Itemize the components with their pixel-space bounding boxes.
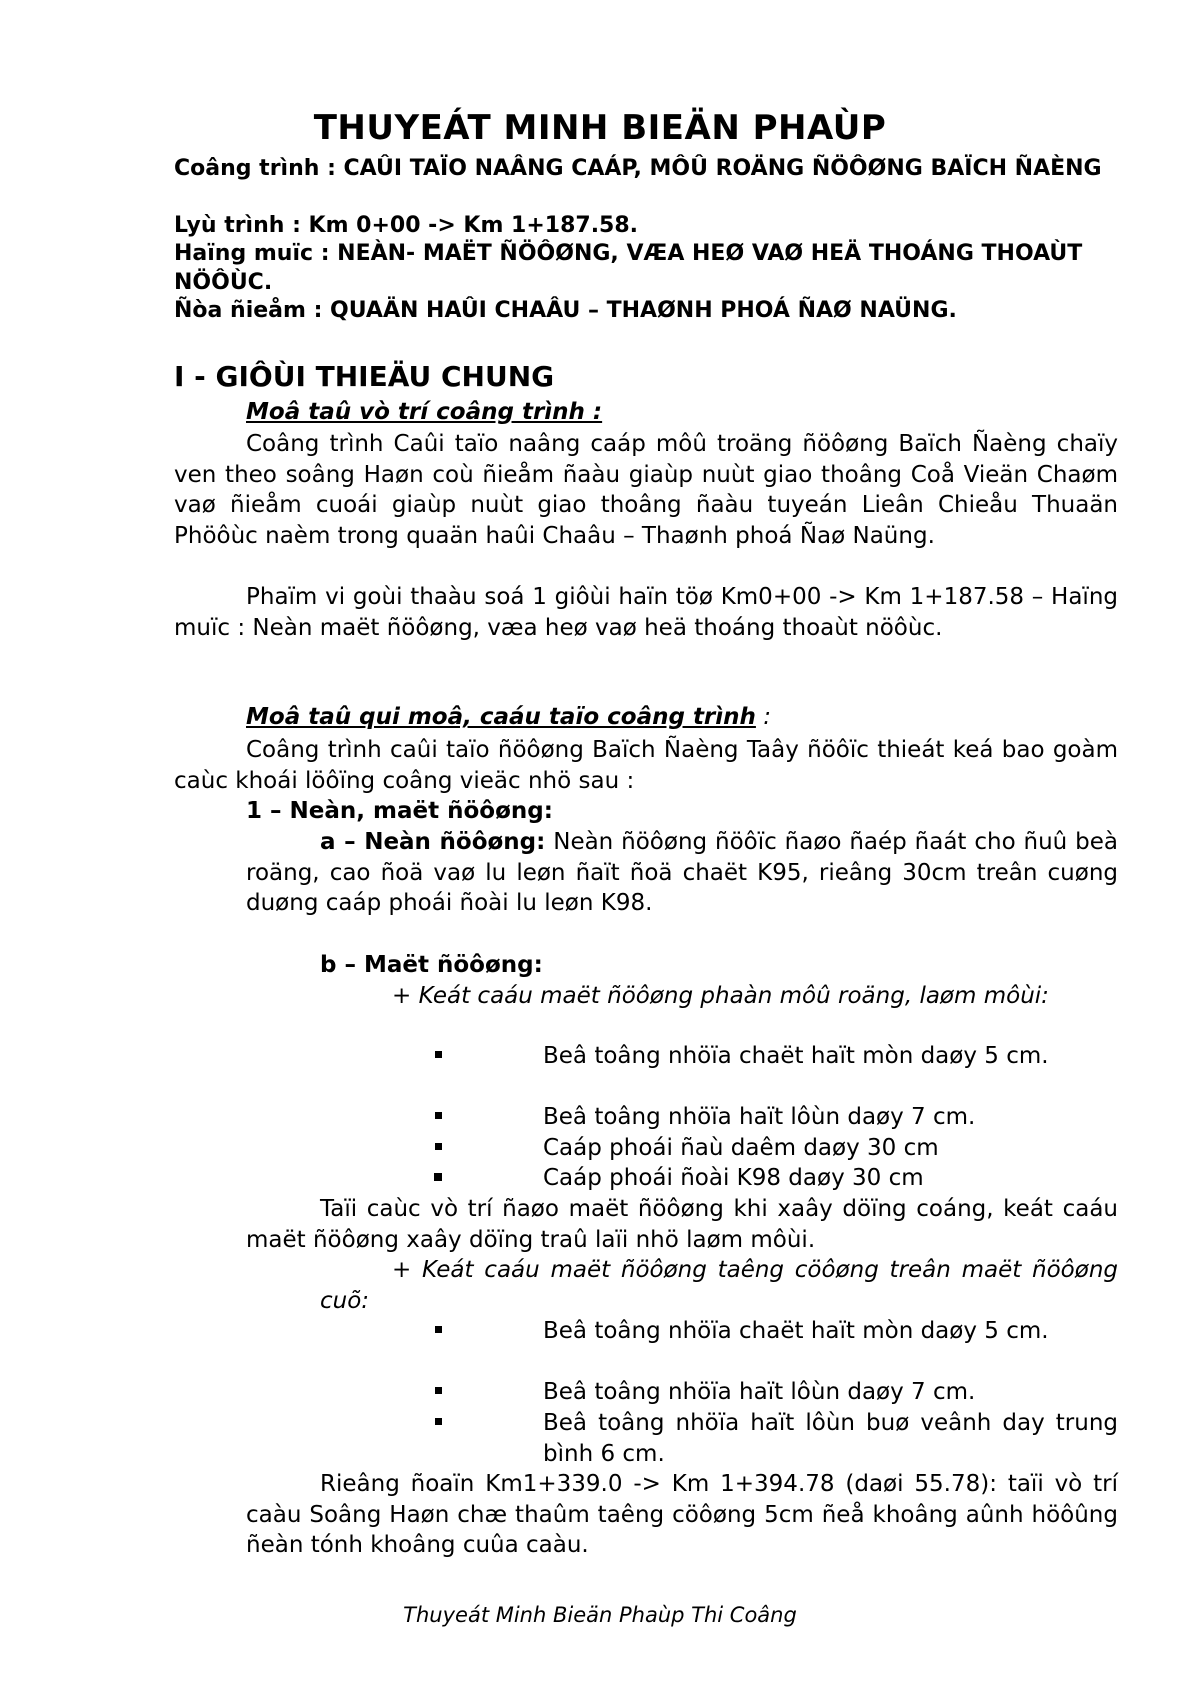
list-item: Beâ toâng nhöïa chaët haït mòn daøy 5 cm. xyxy=(543,1043,1049,1069)
subheading-structure: Moâ taû qui moâ, caáu taïo coâng trình xyxy=(246,704,756,730)
paragraph-rebuild: Taïi caùc vò trí ñaøo maët ñöôøng khi xaây döïng coáng, keát caáu maët ñöôøng xaây döïng traû laïi nhö laøm môùi. xyxy=(246,1196,1118,1253)
bullet-square-icon xyxy=(435,1326,442,1333)
subheading-structure-tail: : xyxy=(755,704,771,730)
subheading-location: Moâ taû vò trí coâng trình : xyxy=(246,399,603,425)
item-1-heading: 1 – Neàn, maët ñöôøng: xyxy=(246,798,553,824)
list-item: Beâ toâng nhöïa haït lôùn buø veânh day trung bình 6 cm. xyxy=(543,1410,1118,1467)
bullet-square-icon xyxy=(435,1418,442,1425)
page-footer: Thuyeát Minh Bieän Phaùp Thi Coâng xyxy=(403,1603,797,1627)
subheading-structure-wrap xyxy=(246,704,771,730)
list-item: Beâ toâng nhöïa chaët haït mòn daøy 5 cm. xyxy=(543,1318,1049,1344)
list-item: Caáp phoái ñaù daêm daøy 30 cm xyxy=(543,1135,939,1161)
project-name: Coâng trình : CAÛI TAÏO NAÂNG CAÁP, MÔÛ ROÄNG ÑÖÔØNG BAÏCH ÑAÈNG xyxy=(174,156,1102,181)
item-a-paragraph xyxy=(246,827,1118,919)
item-a-text: Neàn ñöôøng ñöôïc ñaøo ñaép ñaát cho ñuû beà roäng, cao ñoä vaø lu leøn ñaït ñoä chaët K95, rieâng 30cm treân cuøng duøng caáp phoái ñoài lu leøn K98. xyxy=(246,829,1118,916)
list-item: Beâ toâng nhöïa haït lôùn daøy 7 cm. xyxy=(543,1379,976,1405)
item-b-heading: b – Maët ñöôøng: xyxy=(320,952,543,978)
structure-overlay-title: + Keát caáu maët ñöôøng taêng cöôøng treân maët ñöôøng cuõ: xyxy=(320,1257,1118,1314)
work-items: Haïng muïc : NEÀN- MAËT ÑÖÔØNG, VÆA HEØ VAØ HEÄ THOÁNG THOAÙT NÖÔÙC. xyxy=(174,241,1083,295)
paragraph-bridge: Rieâng ñoaïn Km1+339.0 -> Km 1+394.78 (daøi 55.78): taïi vò trí caàu Soâng Haøn chæ thaûm taêng cöôøng 5cm ñeå khoâng aûnh höôûng ñeàn tónh khoâng cuûa caàu. xyxy=(246,1471,1118,1558)
paragraph-scope: Phaïm vi goùi thaàu soá 1 giôùi haïn töø Km0+00 -> Km 1+187.58 – Haïng muïc : Neàn maët ñöôøng, væa heø vaø heä thoáng thoaùt nöôùc. xyxy=(174,584,1118,641)
section-heading: I - GIÔÙI THIEÄU CHUNG xyxy=(174,360,555,393)
bullet-square-icon xyxy=(435,1143,442,1150)
paragraph-location: Coâng trình Caûi taïo naâng caáp môû troäng ñöôøng Baïch Ñaèng chaïy ven theo soâng Haøn coù ñieåm ñaàu giaùp nuùt giao thoâng Coå Vieän Chaøm vaø ñieåm cuoái giaùp nuùt giao thoâng ñaàu tuyeán Lieân Chieåu Thuaän Phöôùc naèm trong quaän haûi Chaâu – Thaønh phoá Ñaø Naüng. xyxy=(174,431,1118,549)
document-title: THUYEÁT MINH BIEÄN PHAÙP xyxy=(313,108,887,148)
route-range: Lyù trình : Km 0+00 -> Km 1+187.58. xyxy=(174,213,639,238)
bullet-square-icon xyxy=(434,1173,442,1181)
bullet-square-icon xyxy=(435,1387,442,1394)
structure-new-title: + Keát caáu maët ñöôøng phaàn môû roäng, laøm môùi: xyxy=(392,983,1049,1009)
bullet-square-icon xyxy=(435,1051,442,1058)
paragraph-structure: Coâng trình caûi taïo ñöôøng Baïch Ñaèng Taây ñöôïc thieát keá bao goàm caùc khoái löôïng coâng vieäc nhö sau : xyxy=(174,737,1118,794)
bullet-square-icon xyxy=(435,1112,442,1119)
list-item: Beâ toâng nhöïa haït lôùn daøy 7 cm. xyxy=(543,1104,976,1130)
location: Ñòa ñieåm : QUAÄN HAÛI CHAÂU – THAØNH PHOÁ ÑAØ NAÜNG. xyxy=(174,298,957,323)
item-a-label: a – Neàn ñöôøng: xyxy=(320,829,546,855)
list-item: Caáp phoái ñoài K98 daøy 30 cm xyxy=(543,1165,924,1191)
